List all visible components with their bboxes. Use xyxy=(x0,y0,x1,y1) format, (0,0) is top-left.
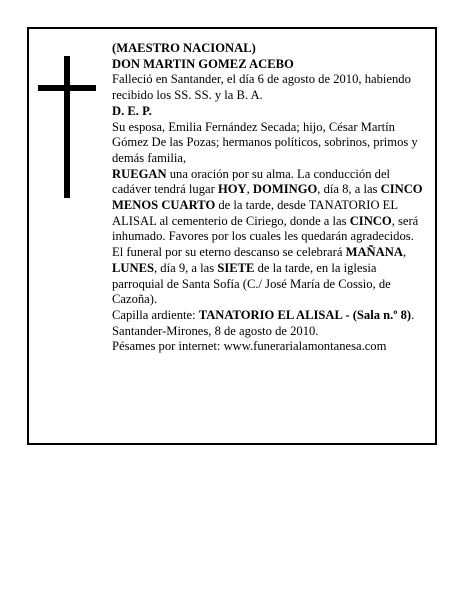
cross-horizontal-bar xyxy=(38,85,96,91)
request-text-3: , día 8, a las xyxy=(317,182,381,197)
lunes-word: LUNES xyxy=(112,260,154,275)
manana-word: MAÑANA xyxy=(345,245,403,260)
burial-time: CINCO MENOS CUARTO xyxy=(112,182,423,213)
request-text-2: , xyxy=(246,182,253,197)
request-text-6: , xyxy=(402,245,407,260)
chapel-label: Capilla ardiente: xyxy=(112,307,199,322)
condolences-line: Pésames por internet: www.funerarialamontanesa.com xyxy=(112,339,387,354)
deceased-role: (MAESTRO NACIONAL) xyxy=(112,41,256,55)
request-text-4: de la tarde, desde TANATORIO EL ALISAL al cementerio de Ciriego, donde a las xyxy=(112,198,398,228)
chapel-place: TANATORIO EL ALISAL - (Sala n.º 8) xyxy=(198,307,412,322)
chapel-info xyxy=(112,308,426,324)
request-text-1: una oración por su alma. La conducción del cadáver tendrá lugar xyxy=(112,166,391,197)
funeral-request xyxy=(112,167,426,308)
obituary-text xyxy=(112,41,426,355)
cross-icon xyxy=(38,56,96,198)
death-statement: Falleció en Santander, el día 6 de agosto de 2010, habiendo recibido los SS. SS. y la B. A. xyxy=(112,72,411,103)
place-date: Santander-Mirones, 8 de agosto de 2010. xyxy=(112,323,319,338)
request-text-8: de la tarde, en la iglesia parroquial de Santa Sofía (C./ José María de Cossio, de Cazoña). xyxy=(112,260,391,307)
chapel-end: . xyxy=(411,307,415,322)
request-text-7: , día 9, a las xyxy=(154,260,218,275)
rest-in-peace: D. E. P. xyxy=(112,103,152,118)
funeral-hour: SIETE xyxy=(217,260,255,275)
cross-vertical-bar xyxy=(64,56,70,198)
burial-hour: CINCO xyxy=(349,213,392,228)
deceased-name: DON MARTIN GOMEZ ACEBO xyxy=(112,56,294,71)
family-statement: Su esposa, Emilia Fernández Secada; hijo, César Martín Gómez De las Pozas; hermanos políticos, sobrinos, primos y demás familia, xyxy=(112,119,418,165)
domingo-word: DOMINGO xyxy=(252,182,318,197)
request-text-5: , será inhumado. Favores por los cuales les quedarán agradecidos. El funeral por su eterno descanso se celebrará xyxy=(112,213,419,260)
ruegan-word: RUEGAN xyxy=(112,166,167,181)
hoy-word: HOY xyxy=(217,182,247,197)
